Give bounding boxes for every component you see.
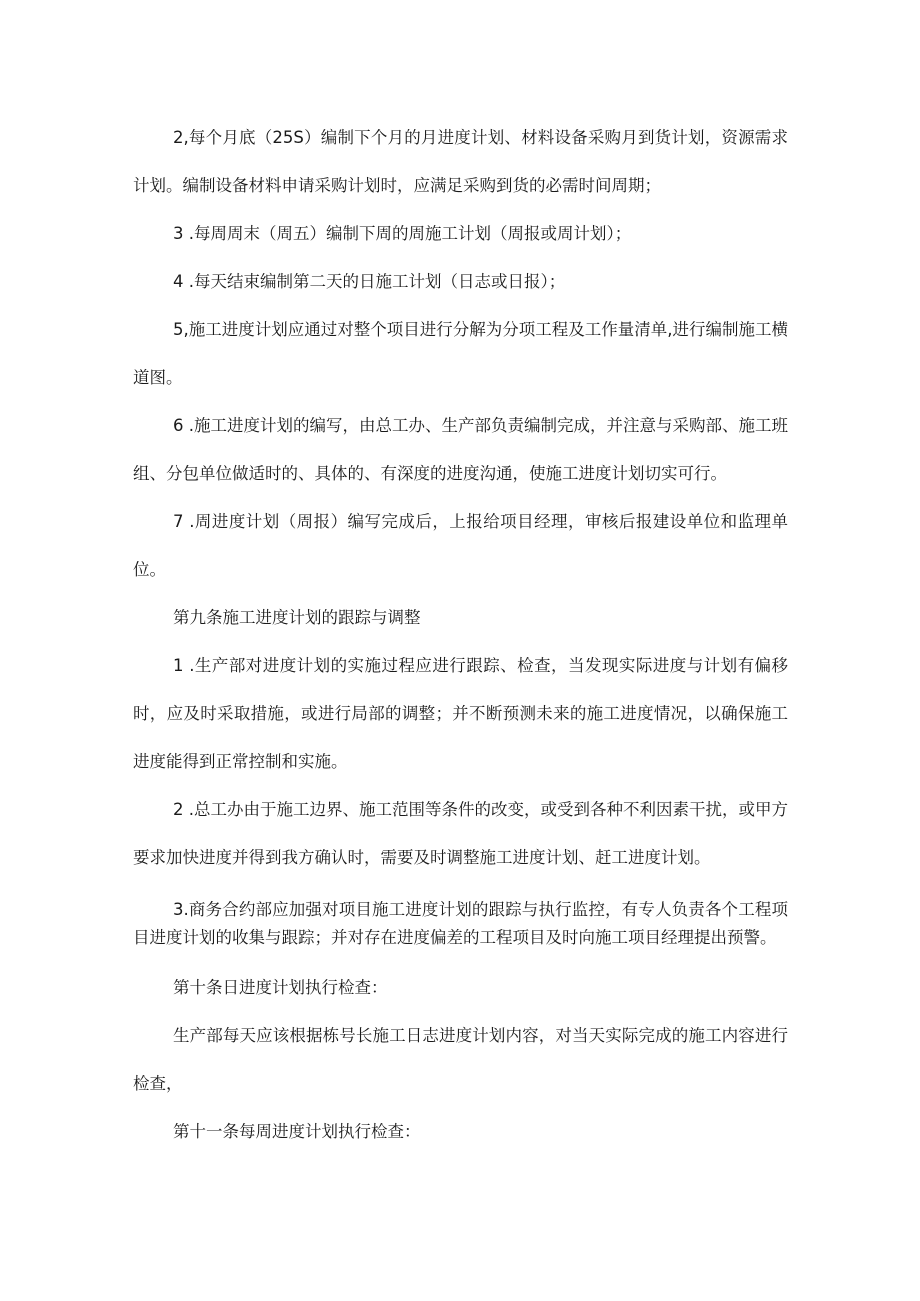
paragraph-monthly-plan: 2,每个月底（25S）编制下个月的月进度计划、材料设备采购月到货计划，资源需求计划。编制设备材料申请采购计划时，应满足采购到货的必需时间周期； — [133, 128, 788, 195]
paragraph-weekly-report: 7 .周进度计划（周报）编写完成后，上报给项目经理，审核后报建设单位和监理单位。 — [133, 512, 788, 579]
article-11-heading: 第十一条每周进度计划执行检查： — [173, 1122, 421, 1141]
article-9-item-1: 1 .生产部对进度计划的实施过程应进行跟踪、检查，当发现实际进度与计划有偏移时，应及时采取措施，或进行局部的调整；并不断预测未来的施工进度情况，以确保施工进度能得到正常控制和实施。 — [133, 656, 788, 771]
paragraph-preparation: 6 .施工进度计划的编写，由总工办、生产部负责编制完成，并注意与采购部、施工班组、分包单位做适时的、具体的、有深度的进度沟通，使施工进度计划切实可行。 — [133, 416, 788, 483]
paragraph-breakdown: 5,施工进度计划应通过对整个项目进行分解为分项工程及工作量清单,进行编制施工横道图。 — [133, 320, 788, 387]
article-10-body: 生产部每天应该根据栋号长施工日志进度计划内容，对当天实际完成的施工内容进行检查， — [133, 1026, 788, 1093]
paragraph-daily-plan: 4 .每天结束编制第二天的日施工计划（日志或日报）； — [173, 272, 566, 291]
article-9-item-3: 3.商务合约部应加强对项目施工进度计划的跟踪与执行监控，有专人负责各个工程项目进度计划的收集与跟踪；并对存在进度偏差的工程项目及时向施工项目经理提出预警。 — [133, 900, 788, 947]
paragraph-weekly-plan: 3 .每周周末（周五）编制下周的周施工计划（周报或周计划）； — [173, 224, 632, 243]
document-body — [133, 114, 788, 1156]
article-10-heading: 第十条日进度计划执行检查： — [173, 978, 388, 997]
article-9-heading: 第九条施工进度计划的跟踪与调整 — [173, 608, 421, 627]
article-9-item-2: 2 .总工办由于施工边界、施工范围等条件的改变，或受到各种不利因素干扰，或甲方要求加快进度并得到我方确认时，需要及时调整施工进度计划、赶工进度计划。 — [133, 800, 788, 867]
